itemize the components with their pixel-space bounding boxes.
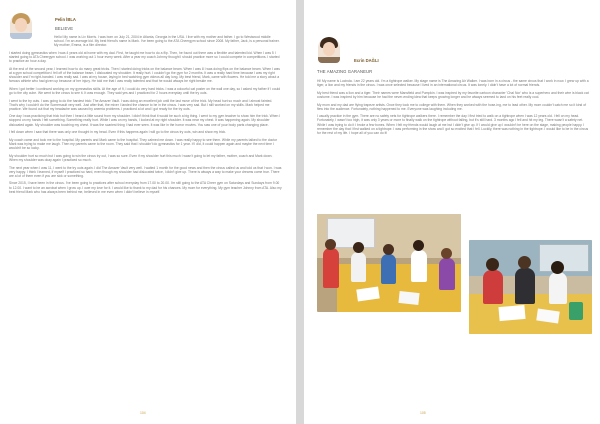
paragraph: I went to the try outs. I was going to do the hardest trick: The Amazer Vault. I was doing an excellent job until the last move of the trick. My head hurt so much and I almost fainted. That's why I couldn't do the Somersault very well. Just after that, the mixer I landed the chance to be in the circus. I was very sad. But I still worked on my skills. Mark helped me practice. We found out that my headache was caused by anemia problems. I practiced a lot and I got ready for the try outs.	[9, 98, 273, 111]
paragraph: I started doing gymnastics when I was 4 years old at home with my dad. First, he taught me how to do a flip. Then, he found out there was a flexible and talented kid. When I was 5 I started going to ATA Cheergym school. I was working out 1 hour every week. After a year my coach Johnny thought I should practice more so I could compete in competitions. I started to practice an hour a day.	[9, 50, 280, 64]
paragraph: One day I was practicing that trick but then I heard a little sound from my shoulder. I didn't think that it would be such a big thing. I went to my gym teacher to show him the trick. When I stopped on my hands I felt something. Something really hurt. While I was on my hands, I looked at my right shoulder. It was near my chest. It was happening again. My shoulder dislocated again. My shoulder was touching my chest. It was the scariest thing I had ever seen. It was like in the horror movies. You saw one of your body parts changing place.	[9, 114, 281, 127]
author-name: Ecrin DAĞLI	[354, 58, 379, 63]
paragraph: My mom and my dad are flying trapeze artists. Once they took me to college with them. When they worked with the hose-ing, me to lead other. My mom couldn't catch me so it kind of flew into the audience. Fortunately, nothing happened to me. Everyone was laughing including me.	[317, 102, 587, 111]
paragraph: I usually practice in the gym. There are no safety nets for tightrope walkers there. I remember the day I first tried to walk on a tightrope when I was 12 years old. I fell on my head. Fortunately, I wasn't too high, it was only 3 years or more to finally walk on the tightrope without falling, but it's still hard. 3 months ago I fell and hit my leg. There wasn't a safety net. While I was trying to do it I broke a few bones. When I felt my friends would laugh at me but I didn't give up. If I would give up I wouldn't be here on the stage, making people happy. I remember the day that I first walked on a tightrope. I was performing in the show and I got so excited that I fell. Luckily, there was nothing in the tightrope. I would like to be in the circus for the rest of my life. I hope all of you can do it!	[317, 114, 589, 135]
story-body	[9, 35, 282, 197]
paragraph: My coach came and took me to the hospital. My parents and Mark came to the hospital. They calmed me down. I was really happy to see them. While my parents talked to the doctor Mark was trying to make me laugh. Then my parents came to the room. They said that I shouldn't do gymnastics for 1 year. If I did, it could happen again and maybe the next time I wouldn't be so lucky.	[9, 137, 278, 151]
page-gutter	[296, 0, 304, 424]
paragraph: I fell down when I saw that there was only one thought in my head. Even if this happens again I will go to the circus try outs, win and show my trick.	[9, 130, 227, 135]
left-page	[0, 0, 296, 424]
paragraph: At the end of the second year, I learned how to do many great tricks. Then I started doing tricks on the balance beam. When I was 8 I was doing flips on the balance beam. When I was at a gym school competition I fell off of the balance beam. I dislocated my shoulder. It really hurt. I couldn't go the gym for 2 months. It was a really hard time because I was my right shoulder and I'm right-handed. I was really sad. I was at my house, laying in bed watching gym videos all day long. My best friend, Mark, came with flowers. He told me a story about a famous athlete who had given up because of her injury. He told me that I was really talented and that he would always be right beside me.	[9, 66, 280, 84]
story-body	[317, 79, 590, 138]
right-page	[304, 0, 600, 424]
story-title: BELIEVE	[55, 26, 74, 31]
paragraph: My shoulder hurt so much but I was going to win the circus try out, I was so sure. Even if my shoulder hurt this much I wasn't going to let my father, mother, coach and Mark down. When my shoulder was okay again I practiced so much.	[9, 153, 273, 162]
paragraph: Hi! My name is Lucinda. I am 22 years old. I'm a tightrope walker. My stage name is The Amazing Air Walker. I was born in a circus - the same circus that I work in now. I grew up with a tiger, a lion and my friends in the circus. I was once selected because I lived in an international circus. It was lonely. I didn't have a lot of normal friends.	[317, 79, 589, 88]
paragraph: My best friend was a lion and a tiger. Their names were Mansfield and Pumpkin. I was inspired by my favorite cartoon character 'Chal Nor' who is a superhero and their wire is black cat costume. I was inspired by him because he had the never-ending idea that keeps growing longer and he always seemed to land on his feet really cool.	[317, 90, 589, 99]
author-photo	[318, 37, 340, 63]
author-name: Pelin İBLA	[55, 17, 76, 22]
paragraph: Since 2015, I have been in the circus. I've been going to practices after school everyday from 17.00 to 20.00. I'm still going to the ATA Cheer gym on Saturdays and Sundays from 9.00 to 12.00. I want to be an acrobat when I grow up. I owe my love for it. I would like to thank to my dad for his chances. My mom for everything. My gym teacher Johnny from ATA. Also my best friend Mark who has always been behind me, believed in me even when I didn't believe in myself.	[9, 181, 282, 194]
story-title: THE AMAZING GARANEUR	[317, 69, 373, 74]
page-number: 104	[140, 411, 146, 415]
paragraph: When I got better I continued working on my gymnastics skills. At the age of 9, I could do very hard tricks. I was a colourful cat poster on the wall one day, so I asked my father if I could go to the city cube. We went to the circus to see it. It was enough. They said yes and I practiced for 2 hours everyday until the try outs.	[9, 86, 281, 95]
paragraph: Hello! My name is Liv Morris. I was born on July 21, 2004 in Atlanta, Georgia in the USA. I live with my mother and father. I go to Westwood middle school. I'm an average kid. My best friend's name is Mark. I've been going to the ATA Cheergym school since 2008. My father, Jack, is a personal trainer. My mother, Emma, is a film director.	[54, 35, 280, 48]
page-number: 105	[420, 411, 426, 415]
classroom-photo	[469, 240, 592, 334]
paragraph: The next year when I was 11, I went to the try outs again. I did The Amazer Vault very well. I waited 1 month for the good news and then the circus called us and told us that I won. I was very happy. I think I learned, if myself I practiced so hard, even though my shoulder had dislocated twice, I didn't give up. There is always a way to make your dreams come true. There are a lot of them even if you are sick or something.	[9, 165, 282, 178]
classroom-photo	[317, 214, 461, 312]
